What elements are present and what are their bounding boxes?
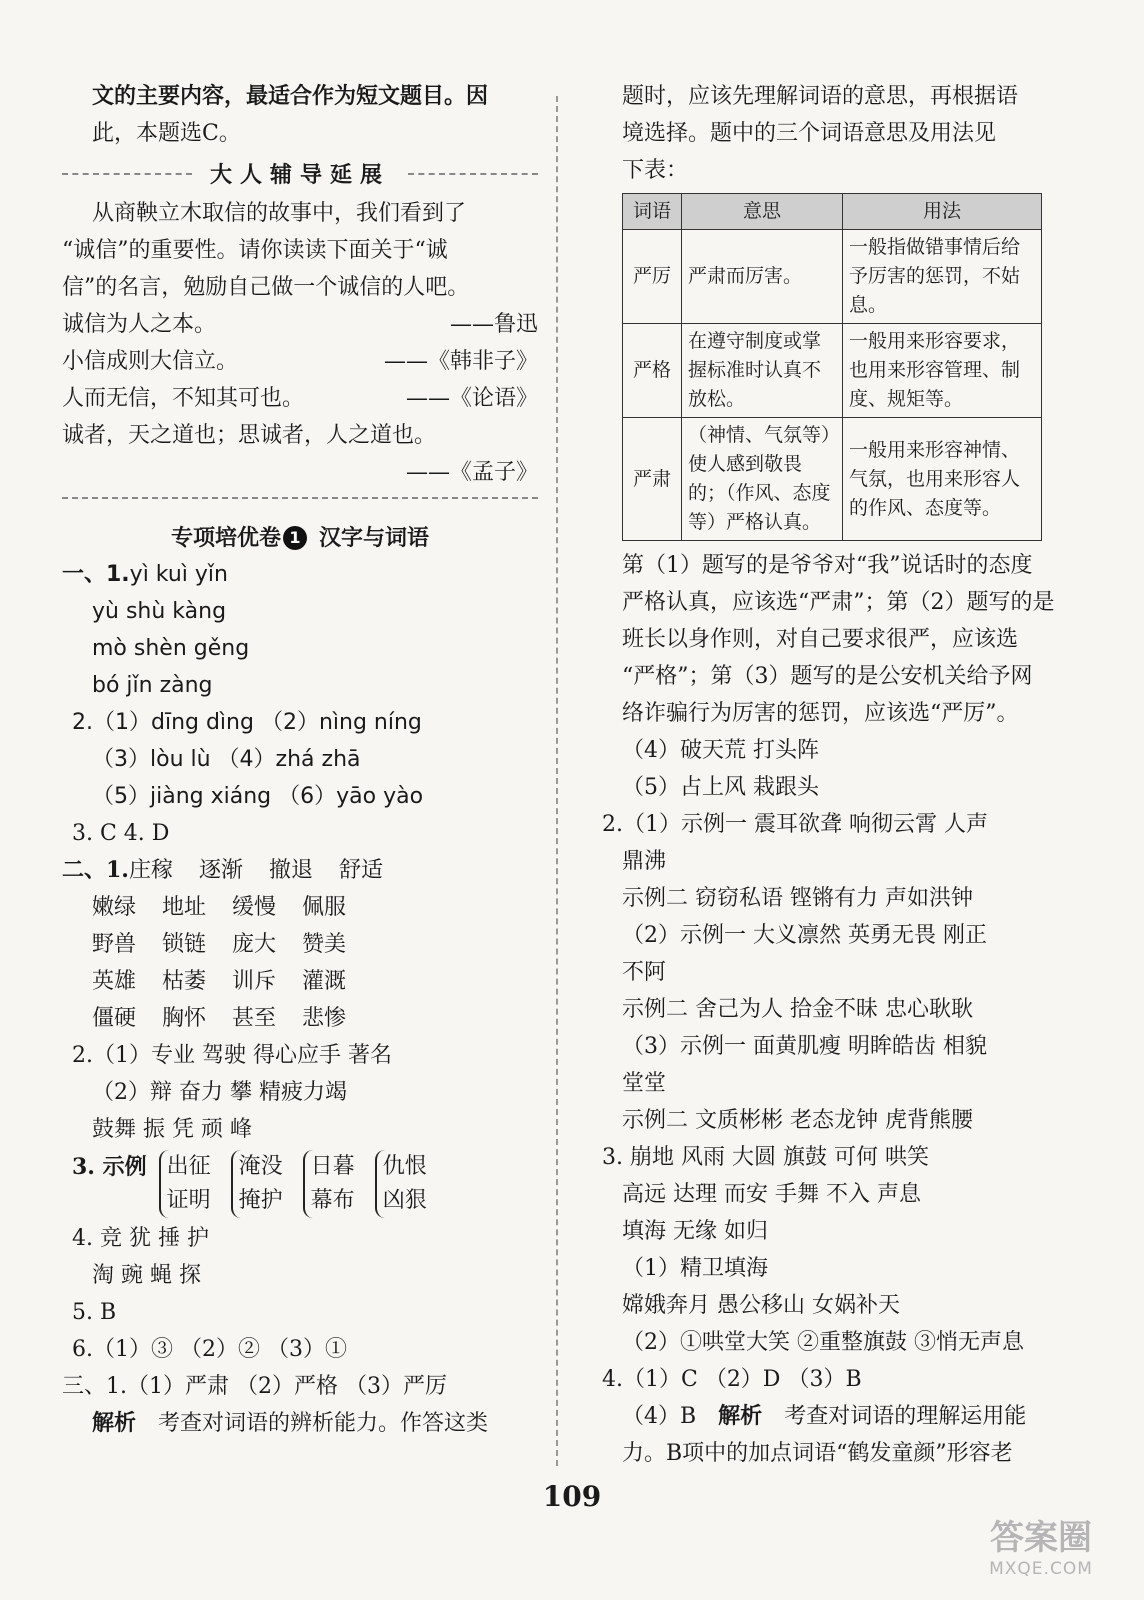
word-answers: 二、1.庄稼 逐渐 撤退 舒适 嫩绿 地址 缓慢 佩服 野兽 锁链 庞大 赞美 英雄 枯萎 训斥 灌溉 僵硬 胸怀 甚至 悲惨 — [62, 857, 384, 1031]
answer-line: 6.（1）③ （2）② （3）① — [72, 1337, 347, 1362]
pinyin-row: yù shù kàng — [92, 599, 227, 624]
quote-text: 小信成则大信立。 — [62, 349, 239, 374]
word-cell: 严肃 — [623, 418, 682, 541]
answer-line: 高远 达理 而安 手舞 不入 声息 — [622, 1182, 921, 1207]
answer-line: 填海 无缘 如归 — [622, 1219, 768, 1244]
answer-line: 示例二 舍己为人 拾金不昧 忠心耿耿 — [622, 997, 973, 1022]
answer-line: 2.（1）示例一 震耳欲聋 响彻云霄 人声 — [602, 812, 988, 837]
word: 赞美 — [302, 932, 347, 957]
word: 嫩绿 — [92, 895, 137, 920]
text-line: 题时，应该先理解词语的意思，再根据语 — [622, 84, 1019, 109]
header-cell: 词语 — [623, 194, 682, 230]
answer-line: （4）破天荒 打头阵 — [622, 738, 819, 763]
explain-line: 第（1）题写的是爷爷对“我”说话时的态度 — [622, 553, 1033, 578]
word: 灌溉 — [302, 969, 347, 994]
text-line: 下表： — [622, 158, 689, 183]
header-cell: 用法 — [843, 194, 1042, 230]
answer-line: 4. 竞 犹 捶 护 — [72, 1226, 209, 1251]
left-column — [62, 78, 538, 1442]
quote-text: 诚者，天之道也；思诚者，人之道也。 — [62, 423, 437, 448]
answer-line: 鼓舞 振 凭 顽 峰 — [92, 1117, 252, 1142]
meaning-cell: 严肃而厉害。 — [682, 230, 843, 324]
word: 僵硬 — [92, 1006, 137, 1031]
answer-line: 堂堂 — [622, 1071, 667, 1096]
word-cell: 严厉 — [623, 230, 682, 324]
analysis-label: 解析 — [718, 1403, 763, 1429]
answer-line: 三、1.（1）严肃 （2）严格 （3）严厉 — [62, 1374, 447, 1399]
answer-line: （3）lòu lù （4）zhá zhā — [92, 747, 361, 772]
word-cell: 严格 — [623, 324, 682, 418]
section-title: 专项培优卷 1 汉字与词语 — [170, 526, 430, 551]
word: 舒适 — [339, 858, 384, 883]
analysis-text: 考查对词语的理解运用能 — [784, 1404, 1027, 1429]
explain-line: 络诈骗行为厉害的惩罚，应该选“严厉”。 — [622, 701, 1019, 726]
analysis-text: 考查对词语的辨析能力。作答这类 — [158, 1411, 489, 1436]
answer-line: （3）示例一 面黄肌瘦 明眸皓齿 相貌 — [622, 1034, 987, 1059]
answer-line: 3. 崩地 风雨 大圆 旗鼓 可何 哄笑 — [602, 1145, 929, 1170]
text-line: 力。B项中的加点词语“鹤发童颜”形容老 — [622, 1441, 1013, 1466]
word: 英雄 — [92, 969, 137, 994]
table-row — [623, 230, 1042, 324]
answer-line: （5）占上风 栽跟头 — [622, 775, 819, 800]
table-row — [623, 324, 1042, 418]
pinyin-row: mò shèn gěng — [92, 636, 250, 661]
answer-line: 2.（1）专业 驾驶 得心应手 著名 — [72, 1043, 392, 1068]
word: 甚至 — [232, 1006, 277, 1031]
word: 逐渐 — [198, 858, 243, 883]
answer-line: （5）jiàng xiáng （6）yāo yào — [92, 784, 424, 809]
answer-line: （2）示例一 大义凛然 英勇无畏 刚正 — [622, 923, 987, 948]
word: 锁链 — [162, 932, 207, 957]
watermark-logo: 答案圈 MXQE.COM — [989, 1518, 1093, 1579]
explain-line: “严格”；第（3）题写的是公安机关给予网 — [622, 664, 1033, 689]
table-header-row — [623, 194, 1042, 230]
explain-line: 班长以身作则，对自己要求很严，应该选 — [622, 627, 1019, 652]
usage-cell: 一般用来形容要求，也用来形容管理、制度、规矩等。 — [843, 324, 1042, 418]
text-line: 境选择。题中的三个词语意思及用法见 — [622, 121, 997, 146]
usage-cell: 一般用来形容神情、气氛，也用来形容人的作风、态度等。 — [843, 418, 1042, 541]
answer-line: 淘 豌 蝇 探 — [92, 1263, 201, 1288]
vocab-table — [622, 193, 1042, 541]
word: 胸怀 — [162, 1006, 207, 1031]
answer-line: 示例二 窃窃私语 铿锵有力 声如洪钟 — [622, 886, 973, 911]
answer-line: 4.（1）C （2）D （3）B — [602, 1367, 862, 1392]
extension-text: 信”的名言，勉励自己做一个诚信的人吧。 — [62, 275, 470, 300]
intro-line-2: 此，本题选C。 — [92, 121, 241, 146]
word: 庄稼 — [128, 858, 173, 883]
word: 佩服 — [302, 895, 347, 920]
word: 缓慢 — [232, 895, 277, 920]
answer-line: 嫦娥奔月 愚公移山 女娲补天 — [622, 1293, 900, 1318]
word: 庞大 — [232, 932, 277, 957]
table-row — [623, 418, 1042, 541]
word: 野兽 — [92, 932, 137, 957]
intro-line-1: 文的主要内容，最适合作为短文题目。因 — [92, 83, 489, 109]
pinyin-row: yì kuì yǐn — [129, 562, 228, 587]
word-group-answer: 3. 示例 出征 证明 淹没 掩护 日暮 幕布 仇恨 凶狠 — [62, 1150, 538, 1218]
word: 枯萎 — [162, 969, 207, 994]
answer-line: （2）辩 奋力 攀 精疲力竭 — [92, 1080, 347, 1105]
extension-header — [62, 158, 538, 189]
answer-line: 2.（1）dīng dìng （2）nìng níng — [72, 710, 422, 735]
section-number-badge: 1 — [283, 526, 307, 550]
word: 撤退 — [269, 858, 314, 883]
answer-line: 示例二 文质彬彬 老态龙钟 虎背熊腰 — [622, 1108, 973, 1133]
answer-line: （2）①哄堂大笑 ②重整旗鼓 ③悄无声息 — [622, 1330, 1024, 1355]
explain-line: 严格认真，应该选“严肃”；第（2）题写的是 — [622, 590, 1055, 615]
column-divider — [556, 96, 558, 1466]
analysis-label: 解析 — [92, 1410, 137, 1436]
quote-text: 诚信为人之本。 — [62, 312, 217, 337]
header-cell: 意思 — [682, 194, 843, 230]
answer-line: （1）精卫填海 — [622, 1256, 768, 1281]
right-column — [602, 78, 1082, 1472]
pinyin-row: bó jǐn zàng — [92, 673, 213, 698]
word: 训斥 — [232, 969, 277, 994]
extension-title: 大人辅导延展 — [210, 163, 391, 188]
extension-text: “诚信”的重要性。请你读读下面关于“诚 — [62, 238, 448, 263]
answer-line: 3. C 4. D — [72, 821, 170, 846]
quote-author: ——《韩非子》 — [383, 349, 538, 374]
answer-line: 5. B — [72, 1300, 117, 1325]
usage-cell: 一般指做错事情后给予厉害的惩罚，不姑息。 — [843, 230, 1042, 324]
quote-author: ——鲁迅 — [449, 312, 538, 337]
answer-line: 不阿 — [622, 960, 667, 985]
meaning-cell: 在遵守制度或掌握标准时认真不放松。 — [682, 324, 843, 418]
answer-prefix: （4）B — [622, 1404, 697, 1429]
quote-author: ——《孟子》 — [405, 460, 538, 485]
meaning-cell: （神情、气氛等）使人感到敬畏的；（作风、态度等）严格认真。 — [682, 418, 843, 541]
pinyin-answers: 一、1.yì kuì yǐn yù shù kàng mò shèn gěng bó jǐn zàng 2.（1）dīng dìng （2）nìng níng （3）lòu lù （4）zhá zhā （5）jiàng xiáng （6）yāo yào 3. C 4. D — [62, 556, 538, 852]
divider — [62, 497, 538, 499]
page-number: 109 — [542, 1480, 602, 1513]
extension-text: 从商鞅立木取信的故事中，我们看到了 — [92, 201, 467, 226]
word: 地址 — [162, 895, 207, 920]
quote-text: 人而无信，不知其可也。 — [62, 386, 305, 411]
word: 悲惨 — [302, 1006, 347, 1031]
quote-author: ——《论语》 — [405, 386, 538, 411]
answer-line: 鼎沸 — [622, 849, 667, 874]
